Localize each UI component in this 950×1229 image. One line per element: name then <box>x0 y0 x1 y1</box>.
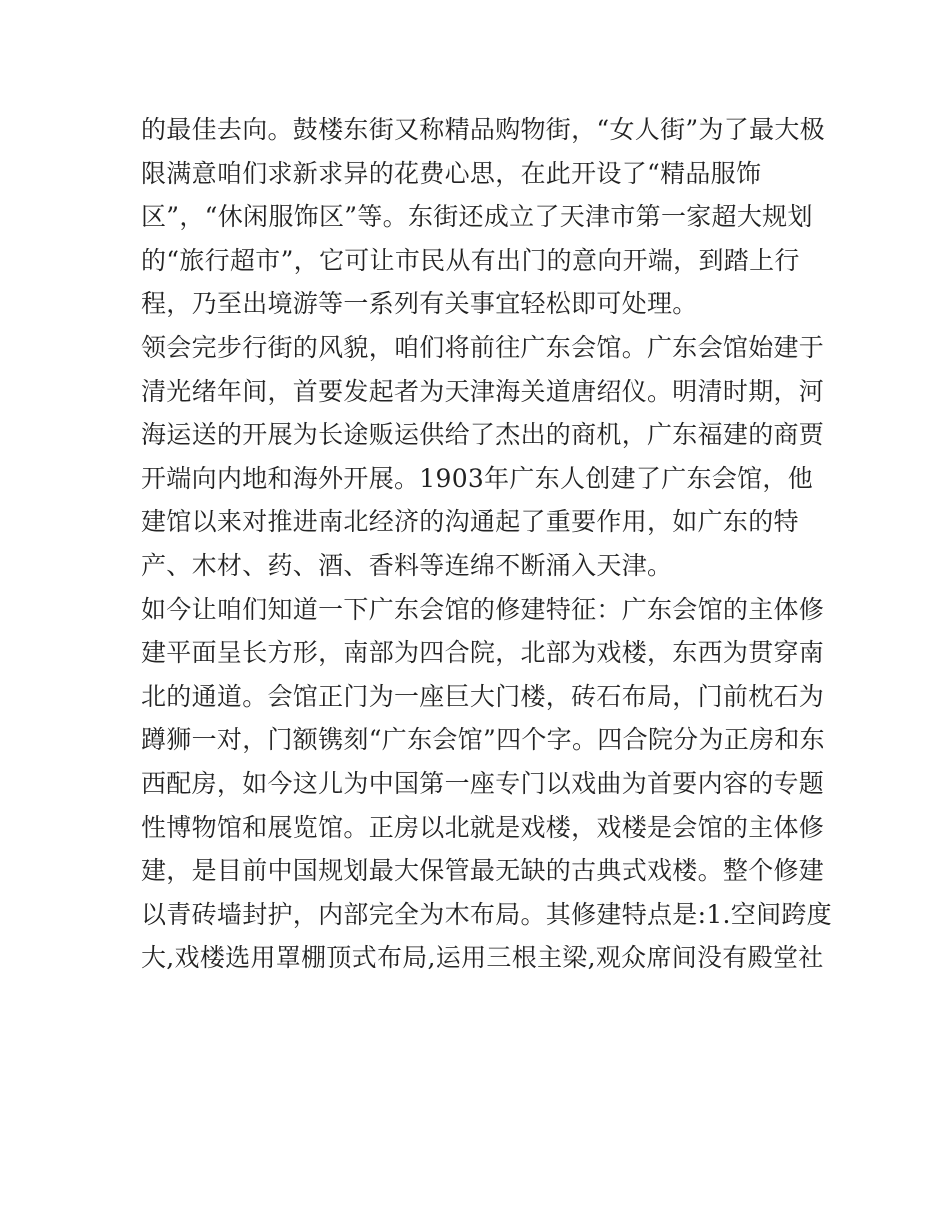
text-line-2: 限满意咱们求新求异的花费心思，在此开设了“精品服饰 <box>141 158 762 188</box>
text-line-19: 以青砖墙封护，内部完全为木布局。其修建特点是:1.空间跨度 <box>141 899 832 929</box>
document-body <box>141 108 832 980</box>
text-line-8: 海运送的开展为长途贩运供给了杰出的商机，广东福建的商贾 <box>141 420 825 450</box>
text-line-12: 如今让咱们知道一下广东会馆的修建特征：广东会馆的主体修 <box>141 594 825 624</box>
text-line-7: 清光绪年间，首要发起者为天津海关道唐绍仪。明清时期，河 <box>141 376 825 406</box>
text-line-14: 北的通道。会馆正门为一座巨大门楼，砖石布局，门前枕石为 <box>141 681 825 711</box>
text-line-1: 的最佳去向。鼓楼东街又称精品购物街，“女人街”为了最大极 <box>141 115 825 144</box>
text-line-5: 程，乃至出境游等一系列有关事宜轻松即可处理。 <box>141 289 698 319</box>
text-line-13: 建平面呈长方形，南部为四合院，北部为戏楼，东西为贯穿南 <box>141 638 825 668</box>
text-line-20: 大,戏楼选用罩棚顶式布局,运用三根主梁,观众席间没有殿堂社 <box>141 943 824 973</box>
text-line-9: 开端向内地和海外开展。1903年广东人创建了广东会馆，他 <box>141 463 814 493</box>
text-line-16: 西配房，如今这儿为中国第一座专门以戏曲为首要内容的专题 <box>141 768 825 798</box>
text-line-11: 产、木材、药、酒、香料等连绵不断涌入天津。 <box>141 550 673 580</box>
text-line-17: 性博物馆和展览馆。正房以北就是戏楼，戏楼是会馆的主体修 <box>141 812 825 842</box>
text-line-3: 区”，“休闲服饰区”等。东街还成立了天津市第一家超大规划 <box>141 202 813 232</box>
text-line-15: 蹲狮一对，门额镌刻“广东会馆”四个字。四合院分为正房和东 <box>141 725 825 755</box>
text-line-4: 的“旅行超市”，它可让市民从有出门的意向开端，到踏上行 <box>141 245 800 275</box>
text-line-10: 建馆以来对推进南北经济的沟通起了重要作用，如广东的特 <box>141 507 799 537</box>
text-line-18: 建，是目前中国规划最大保管最无缺的古典式戏楼。整个修建 <box>141 856 825 886</box>
text-line-6: 领会完步行街的风貌，咱们将前往广东会馆。广东会馆始建于 <box>141 332 825 362</box>
